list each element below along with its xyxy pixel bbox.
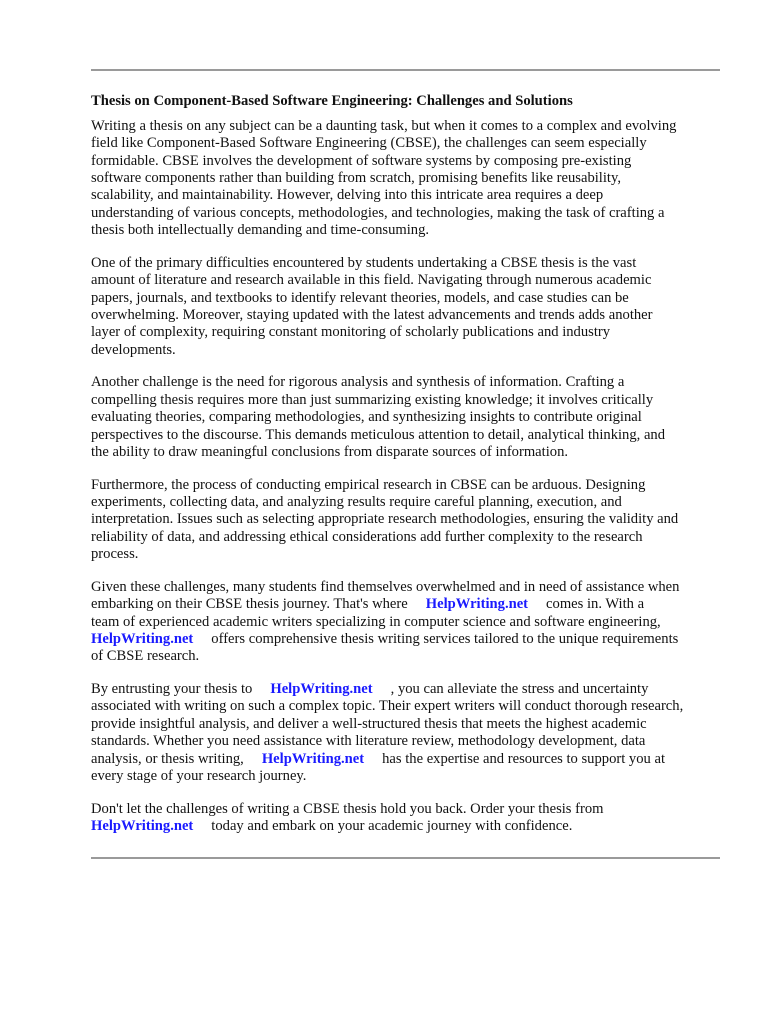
text-segment: software components rather than building from scratch, promising benefits like reusability, bbox=[91, 170, 621, 187]
text-line bbox=[91, 511, 731, 528]
text-segment: associated with writing on such a complex topic. Their expert writers will conduct thorough research, bbox=[91, 698, 684, 715]
text-line bbox=[91, 342, 731, 359]
text-line bbox=[91, 818, 731, 835]
text-line bbox=[91, 768, 731, 785]
text-line bbox=[91, 427, 731, 444]
text-segment: analysis, or thesis writing, bbox=[91, 750, 244, 767]
text-line bbox=[91, 733, 731, 750]
text-segment: compelling thesis requires more than just summarizing existing knowledge; it involves critically bbox=[91, 391, 654, 408]
text-segment: By entrusting your thesis to bbox=[91, 681, 253, 698]
text-line bbox=[91, 409, 731, 426]
text-line bbox=[91, 648, 731, 665]
text-segment: process. bbox=[91, 546, 139, 563]
text-line bbox=[91, 716, 731, 733]
bottom-divider bbox=[91, 857, 720, 859]
text-segment: developments. bbox=[91, 341, 176, 358]
helpwriting-link[interactable]: HelpWriting.net bbox=[425, 596, 529, 613]
text-line bbox=[91, 374, 731, 391]
text-line bbox=[91, 170, 731, 187]
text-line bbox=[91, 272, 731, 289]
text-line bbox=[91, 444, 731, 461]
paragraph bbox=[91, 801, 731, 836]
text-line bbox=[91, 324, 731, 341]
text-segment: standards. Whether you need assistance with literature review, methodology development, data bbox=[91, 733, 646, 750]
text-line bbox=[91, 631, 731, 648]
text-line bbox=[91, 801, 731, 818]
text-line bbox=[91, 529, 731, 546]
text-line bbox=[91, 751, 731, 768]
document-title: Thesis on Component-Based Software Engineering: Challenges and Solutions bbox=[91, 93, 573, 109]
text-line bbox=[91, 205, 731, 222]
text-segment: Furthermore, the process of conducting empirical research in CBSE can be arduous. Designing bbox=[91, 476, 646, 493]
paragraph bbox=[91, 255, 731, 359]
text-segment: interpretation. Issues such as selecting appropriate research methodologies, ensuring the validity and bbox=[91, 511, 679, 528]
text-segment: Given these challenges, many students find themselves overwhelmed and in need of assistance when bbox=[91, 578, 680, 595]
text-line bbox=[91, 118, 731, 135]
text-line bbox=[91, 153, 731, 170]
text-segment: understanding of various concepts, methodologies, and technologies, making the task of crafting a bbox=[91, 204, 665, 221]
paragraph bbox=[91, 681, 731, 785]
text-segment: the ability to draw meaningful conclusions from disparate sources of information. bbox=[91, 443, 569, 460]
text-segment: formidable. CBSE involves the development of software systems by composing pre-existing bbox=[91, 152, 632, 169]
text-segment: overwhelming. Moreover, staying updated with the latest advancements and trends adds another bbox=[91, 306, 653, 323]
paragraph bbox=[91, 118, 731, 239]
text-line bbox=[91, 290, 731, 307]
text-segment: has the expertise and resources to support you at bbox=[382, 750, 666, 767]
text-segment: scalability, and maintainability. However, delving into this intricate area requires a deep bbox=[91, 187, 604, 204]
text-line bbox=[91, 681, 731, 698]
paragraphs bbox=[91, 118, 731, 835]
paragraph bbox=[91, 477, 731, 564]
text-segment: experiments, collecting data, and analyzing results require careful planning, execution, and bbox=[91, 494, 622, 511]
text-segment: field like Component-Based Software Engineering (CBSE), the challenges can seem especially bbox=[91, 135, 647, 152]
top-divider bbox=[91, 69, 720, 71]
text-line bbox=[91, 698, 731, 715]
text-segment: layer of complexity, requiring constant monitoring of scholarly publications and industry bbox=[91, 324, 611, 341]
text-segment: embarking on their CBSE thesis journey. That's where bbox=[91, 596, 408, 613]
text-line bbox=[91, 494, 731, 511]
helpwriting-link[interactable]: HelpWriting.net bbox=[91, 818, 194, 835]
text-line bbox=[91, 187, 731, 204]
text-line bbox=[91, 307, 731, 324]
text-segment: amount of literature and research available in this field. Navigating through numerous academic bbox=[91, 272, 652, 289]
document-body bbox=[91, 92, 731, 851]
helpwriting-link[interactable]: HelpWriting.net bbox=[261, 750, 365, 767]
text-segment: of CBSE research. bbox=[91, 648, 200, 665]
text-segment: comes in. With a bbox=[546, 596, 645, 613]
text-segment: papers, journals, and textbooks to identify relevant theories, models, and case studies can be bbox=[91, 289, 629, 306]
text-segment: thesis both intellectually demanding and time-consuming. bbox=[91, 222, 430, 239]
text-segment: every stage of your research journey. bbox=[91, 767, 307, 784]
text-segment: perspectives to the discourse. This demands meticulous attention to detail, analytical thinking, and bbox=[91, 426, 666, 443]
text-segment: Don't let the challenges of writing a CBSE thesis hold you back. Order your thesis from bbox=[91, 800, 604, 817]
text-segment: today and embark on your academic journey with confidence. bbox=[211, 818, 573, 835]
paragraph bbox=[91, 374, 731, 461]
text-line bbox=[91, 222, 731, 239]
text-line bbox=[91, 255, 731, 272]
text-line bbox=[91, 392, 731, 409]
text-line bbox=[91, 477, 731, 494]
text-segment: team of experienced academic writers specializing in computer science and software engineering, bbox=[91, 613, 661, 630]
paragraph bbox=[91, 579, 731, 666]
text-segment: Writing a thesis on any subject can be a daunting task, but when it comes to a complex and evolving bbox=[91, 118, 677, 134]
text-line bbox=[91, 546, 731, 563]
text-line bbox=[91, 596, 731, 613]
text-segment: offers comprehensive thesis writing services tailored to the unique requirements bbox=[211, 630, 679, 647]
text-line bbox=[91, 614, 731, 631]
text-line bbox=[91, 135, 731, 152]
text-segment: evaluating theories, comparing methodologies, and synthesizing insights to contribute original bbox=[91, 409, 642, 426]
text-segment: reliability of data, and addressing ethical considerations add further complexity to the research bbox=[91, 528, 643, 545]
text-segment: Another challenge is the need for rigorous analysis and synthesis of information. Crafting a bbox=[91, 374, 625, 391]
text-segment: provide insightful analysis, and deliver a well-structured thesis that meets the highest academic bbox=[91, 715, 647, 732]
text-segment: , you can alleviate the stress and uncertainty bbox=[390, 681, 649, 698]
helpwriting-link[interactable]: HelpWriting.net bbox=[270, 681, 373, 698]
text-segment: One of the primary difficulties encountered by students undertaking a CBSE thesis is the vast bbox=[91, 254, 637, 271]
text-line bbox=[91, 579, 731, 596]
helpwriting-link[interactable]: HelpWriting.net bbox=[91, 630, 194, 647]
